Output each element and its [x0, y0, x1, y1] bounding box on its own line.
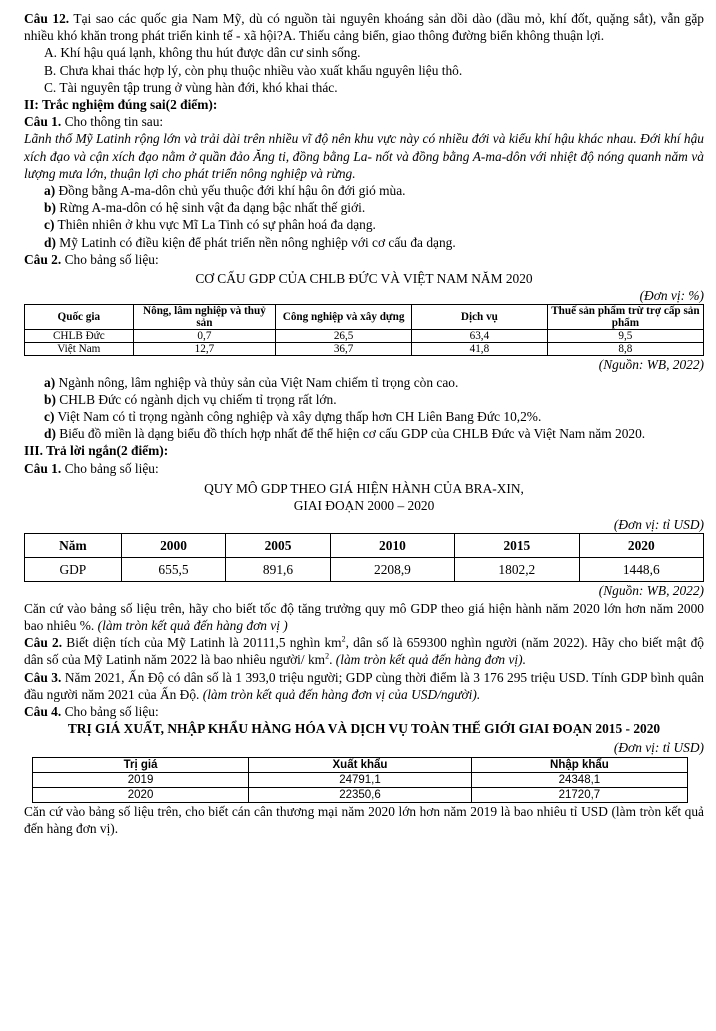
table-cell: 21720,7: [471, 787, 687, 802]
table-cell: CHLB Đức: [25, 330, 134, 343]
s2-c2-statement-d: d) Biểu đồ miền là dạng biểu đồ thích hợp nhất để thể hiện cơ cấu GDP của CHLB Đức và Việt Nam năm 2020.: [44, 426, 646, 442]
table-header: Thuế sản phẩm trừ trợ cấp sản phẩm: [547, 305, 703, 330]
s3-c1-intro: [24, 460, 704, 477]
table-cell: 41,8: [412, 343, 548, 356]
table-cell: 24348,1: [471, 772, 687, 787]
section-3-heading: III. Trả lời ngắn(2 điểm):: [24, 443, 169, 459]
section-2-heading: II: Trắc nghiệm đúng sai(2 điểm):: [24, 97, 218, 113]
s3-c4-table-title: TRỊ GIÁ XUẤT, NHẬP KHẨU HÀNG HÓA VÀ DỊCH VỤ TOÀN THẾ GIỚI GIAI ĐOẠN 2015 - 2020: [67, 721, 661, 737]
table-cell: 9,5: [547, 330, 703, 343]
table-row: [33, 772, 688, 787]
table-header: Công nghiệp và xây dựng: [276, 305, 412, 330]
table-header: 2005: [226, 534, 331, 558]
s3-c4-label: Câu 4.: [24, 703, 62, 719]
table-cell: 2208,9: [330, 558, 454, 582]
table-header: Dịch vụ: [412, 305, 548, 330]
s2-c1-statement-b: b) Rừng A-ma-dôn có hệ sinh vật đa dạng bậc nhất thế giới.: [44, 200, 366, 216]
q12-option-a: A. Khí hậu quá lạnh, không thu hút được dân cư sinh sống.: [44, 45, 361, 61]
table-header: 2000: [121, 534, 226, 558]
table-cell: 24791,1: [249, 772, 472, 787]
table-cell: 2019: [33, 772, 249, 787]
table-cell: Việt Nam: [25, 343, 134, 356]
s2-c2-statement-b: b) CHLB Đức có ngành dịch vụ chiếm tỉ trọng rất lớn.: [44, 391, 337, 407]
s3-c4-unit: (Đơn vị: tỉ USD): [613, 740, 704, 756]
s2-c2-statement-c: c) Việt Nam có tỉ trọng ngành công nghiệp và xây dựng thấp hơn CH Liên Bang Đức 10,2%.: [44, 409, 542, 425]
document-page: [24, 10, 704, 837]
table-header: 2015: [455, 534, 579, 558]
table-header: 2010: [330, 534, 454, 558]
question-12-label: Câu 12.: [24, 11, 70, 26]
world-trade-table: [32, 757, 688, 803]
table-row: [25, 558, 704, 582]
s3-c1-unit: (Đơn vị: tỉ USD): [613, 517, 704, 533]
table-cell: 2020: [33, 787, 249, 802]
table-header: Quốc gia: [25, 305, 134, 330]
s2-c2-label: Câu 2.: [24, 251, 62, 267]
s2-c2-unit: (Đơn vị: %): [639, 288, 704, 304]
s3-c4-question: Căn cứ vào bảng số liệu trên, cho biết cán cân thương mại năm 2020 lớn hơn năm 2019 là bao nhiêu tỉ USD (làm tròn kết quả đến hàng đơn vị).: [24, 803, 704, 836]
s3-c1-title-line2: GIAI ĐOẠN 2000 – 2020: [293, 498, 435, 514]
s2-c1-statement-d: d) Mỹ Latinh có điều kiện để phát triển nền nông nghiệp với cơ cấu đa dạng.: [44, 234, 456, 250]
s3-c1-source: (Nguồn: WB, 2022): [598, 583, 704, 599]
table-cell: 26,5: [276, 330, 412, 343]
s2-c1-statement-a: a) Đồng bằng A-ma-dôn chủ yếu thuộc đới khí hậu ôn đới gió mùa.: [44, 183, 406, 199]
table-header: Trị giá: [33, 757, 249, 772]
table-row: [25, 343, 704, 356]
s2-c1-label: Câu 1.: [24, 114, 62, 130]
q12-option-b: B. Chưa khai thác hợp lý, còn phụ thuộc nhiều vào xuất khẩu nguyên liệu thô.: [44, 62, 463, 78]
s3-c1-lead: Cho bảng số liệu:: [64, 460, 159, 476]
s2-c1-statement-c: c) Thiên nhiên ở khu vực Mĩ La Tinh có sự phân hoá đa dạng.: [44, 217, 376, 233]
s3-c1-label: Câu 1.: [24, 460, 62, 476]
table-header-row: [25, 534, 704, 558]
s3-c2: Câu 2. Biết diện tích của Mỹ Latinh là 20111,5 nghìn $km^2$, dân số là 659300 nghìn người (năm 2022). Hãy cho biết mật độ dân số của Mỹ Latinh năm 2022 là bao nhiêu người/ $km^2$. (làm tròn kết quả đến hàng đơn vị).: [24, 634, 704, 668]
s2-c2-intro: [24, 251, 704, 268]
table-cell: 1448,6: [579, 558, 703, 582]
s2-c2-source: (Nguồn: WB, 2022): [598, 357, 704, 373]
s2-c1-intro: [24, 113, 704, 130]
question-12: [24, 10, 704, 44]
table-cell: GDP: [25, 558, 122, 582]
s2-c2-table-title: CƠ CẤU GDP CỦA CHLB ĐỨC VÀ VIỆT NAM NĂM 2020: [195, 271, 533, 287]
s3-c2-label: Câu 2.: [24, 635, 63, 651]
s2-c2-lead: Cho bảng số liệu:: [64, 251, 159, 267]
table-header-row: [33, 757, 688, 772]
brazil-gdp-table: [24, 533, 704, 582]
q12-option-c: C. Tài nguyên tập trung ở vùng hàn đới, khó khai thác.: [44, 79, 338, 95]
s3-c1-question: Căn cứ vào bảng số liệu trên, hãy cho biết tốc độ tăng trưởng quy mô GDP theo giá hiện hành năm 2020 lớn hơn năm 2000 bao nhiêu %. (làm tròn kết quả đến hàng đơn vị ): [24, 600, 704, 633]
table-header: Xuất khẩu: [249, 757, 472, 772]
table-cell: 8,8: [547, 343, 703, 356]
s2-c1-lead: Cho thông tin sau:: [64, 114, 164, 130]
table-header: Năm: [25, 534, 122, 558]
table-cell: 36,7: [276, 343, 412, 356]
s3-c3-label: Câu 3.: [24, 669, 62, 685]
table-cell: 0,7: [133, 330, 276, 343]
table-cell: 63,4: [412, 330, 548, 343]
s3-c1-title-line1: QUY MÔ GDP THEO GIÁ HIỆN HÀNH CỦA BRA-XIN,: [204, 480, 524, 496]
table-header: Nông, lâm nghiệp và thuỷ sản: [133, 305, 276, 330]
table-header: 2020: [579, 534, 703, 558]
question-12-text: Tại sao các quốc gia Nam Mỹ, dù có nguồn tài nguyên khoáng sản dồi dào (dầu mỏ, khí đốt, quặng sắt), vẫn gặp nhiều khó khăn trong phát triển kinh tế - xã hội?A. Thiếu cảng biển, giao thông đường biển không thuận lợi.: [24, 11, 704, 44]
table-row: [33, 787, 688, 802]
table-header: Nhập khẩu: [471, 757, 687, 772]
s2-c1-info: Lãnh thổ Mỹ Latinh rộng lớn và trải dài trên nhiều vĩ độ nên khu vực này có nhiều đới và kiểu khí hậu khác nhau. Đới khí hậu xích đạo và cận xích đạo nằm ở quần đảo Ăng ti, đồng bằng La- nốt và đồng bằng A-ma-dôn với nhiệt độ nóng quanh năm và lượng mưa lớn, thuận lợi cho phát triển nông nghiệp và rừng.: [24, 131, 704, 181]
table-cell: 22350,6: [249, 787, 472, 802]
s3-c3: Câu 3. Năm 2021, Ấn Độ có dân số là 1 393,0 triệu người; GDP cùng thời điểm là 3 176 295 triệu USD. Tính GDP bình quân đầu người năm 2021 của Ấn Độ. (làm tròn kết quả đến hàng đơn vị của USD/người).: [24, 669, 704, 702]
gdp-structure-table: [24, 304, 704, 356]
s3-c4-intro: Câu 4. Cho bảng số liệu:: [24, 703, 159, 719]
table-row: [25, 330, 704, 343]
s2-c2-statement-a: a) Ngành nông, lâm nghiệp và thủy sản của Việt Nam chiếm tỉ trọng còn cao.: [44, 374, 459, 390]
table-cell: 12,7: [133, 343, 276, 356]
table-header-row: [25, 305, 704, 330]
table-cell: 891,6: [226, 558, 331, 582]
table-cell: 1802,2: [455, 558, 579, 582]
table-cell: 655,5: [121, 558, 226, 582]
